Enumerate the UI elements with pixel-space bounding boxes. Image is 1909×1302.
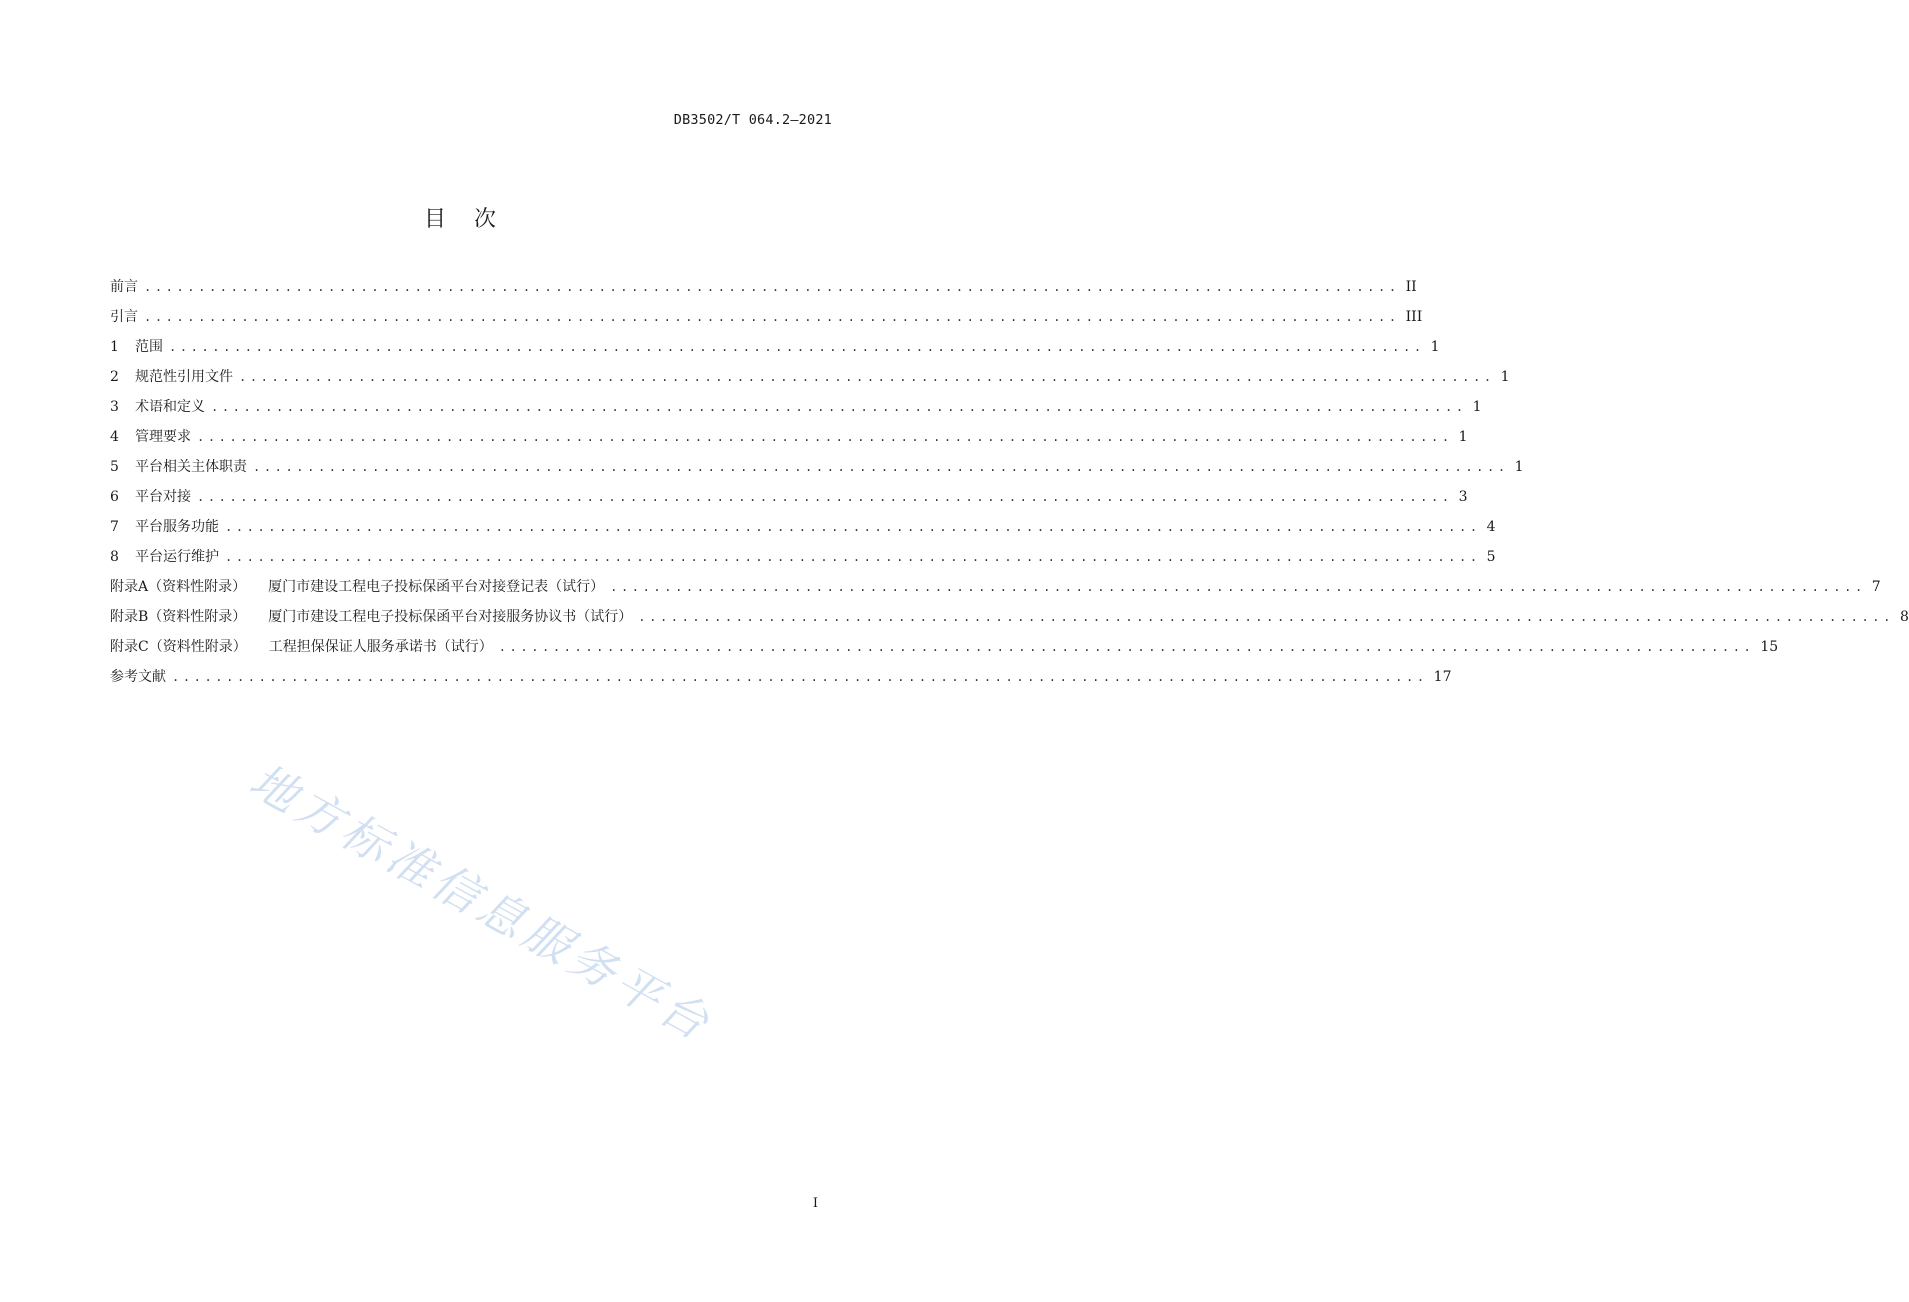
- toc-entry-page: 7: [1871, 579, 1881, 595]
- toc-entry-bibliography[interactable]: [110, 666, 1452, 696]
- toc-entry-page: III: [1405, 309, 1423, 325]
- toc-entry-number: 2: [110, 369, 119, 385]
- toc-entry-appendix-b[interactable]: [110, 606, 1909, 636]
- toc-entry-normative-references[interactable]: [110, 366, 1510, 396]
- toc-entry-page: 15: [1760, 639, 1779, 655]
- toc-leader-dots: ....................................................................................................................: [498, 640, 1755, 654]
- toc-entry-page: 17: [1433, 669, 1452, 685]
- toc-entry-label: 附录A（资料性附录）: [110, 579, 247, 595]
- toc-entry-number: 6: [110, 489, 119, 505]
- toc-entry-number: 8: [110, 549, 119, 565]
- toc-entry-page: 1: [1472, 399, 1482, 415]
- toc-entry-platform-responsibilities[interactable]: [110, 456, 1524, 486]
- toc-title-char-2: 次: [474, 207, 497, 232]
- toc-entry-page: 1: [1500, 369, 1510, 385]
- toc-entry-page: 1: [1458, 429, 1468, 445]
- toc-entry-introduction[interactable]: [110, 306, 1423, 336]
- toc-entry-number: 5: [110, 459, 119, 475]
- toc-leader-dots: ....................................................................................................................: [239, 370, 1495, 384]
- toc-entry-page: 8: [1899, 609, 1909, 625]
- toc-entry-page: 5: [1486, 549, 1496, 565]
- toc-entry-label: 平台运行维护: [135, 549, 219, 565]
- toc-leader-dots: ....................................................................................................................: [211, 400, 1467, 414]
- toc-entry-management-requirements[interactable]: [110, 426, 1468, 456]
- toc-leader-dots: ....................................................................................................................: [253, 460, 1509, 474]
- toc-leader-dots: ....................................................................................................................: [610, 580, 1866, 594]
- toc-leader-dots: ....................................................................................................................: [172, 670, 1428, 684]
- toc-entry-terms-definitions[interactable]: [110, 396, 1482, 426]
- toc-entry-subtitle: 厦门市建设工程电子投标保函平台对接服务协议书（试行）: [268, 609, 633, 625]
- toc-entry-platform-service-functions[interactable]: [110, 516, 1496, 546]
- toc-entry-label: 平台服务功能: [135, 519, 219, 535]
- toc-entry-number: 3: [110, 399, 119, 415]
- toc-leader-dots: ....................................................................................................................: [144, 280, 1400, 294]
- toc-list: [110, 276, 1909, 696]
- page-number: I: [812, 1196, 818, 1211]
- document-code: DB3502/T 064.2—2021: [673, 112, 832, 128]
- watermark-text: 地方标准信息服务平台: [241, 752, 723, 1053]
- toc-leader-dots: ....................................................................................................................: [225, 550, 1481, 564]
- toc-entry-page: 4: [1486, 519, 1496, 535]
- toc-entry-label: 前言: [110, 279, 138, 295]
- toc-entry-label: 引言: [110, 309, 138, 325]
- toc-entry-label: 参考文献: [110, 669, 166, 685]
- toc-leader-dots: ....................................................................................................................: [638, 610, 1894, 624]
- toc-entry-platform-maintenance[interactable]: [110, 546, 1496, 576]
- toc-entry-number: 1: [110, 339, 119, 355]
- toc-entry-label: 管理要求: [135, 429, 191, 445]
- toc-entry-appendix-c[interactable]: [110, 636, 1779, 666]
- toc-entry-page: II: [1405, 279, 1417, 295]
- toc-entry-platform-docking[interactable]: [110, 486, 1468, 516]
- toc-entry-label: 范围: [135, 339, 163, 355]
- toc-entry-label: 术语和定义: [135, 399, 205, 415]
- toc-entry-label: 附录C（资料性附录）: [110, 639, 247, 655]
- toc-leader-dots: ....................................................................................................................: [169, 340, 1425, 354]
- toc-leader-dots: ....................................................................................................................: [197, 490, 1453, 504]
- toc-entry-number: 7: [110, 519, 119, 535]
- toc-leader-dots: ....................................................................................................................: [197, 430, 1453, 444]
- toc-title: [0, 202, 920, 233]
- toc-entry-appendix-a[interactable]: [110, 576, 1881, 606]
- toc-leader-dots: ....................................................................................................................: [144, 310, 1400, 324]
- toc-entry-subtitle: 厦门市建设工程电子投标保函平台对接登记表（试行）: [268, 579, 605, 595]
- toc-entry-subtitle: 工程担保保证人服务承诺书（试行）: [268, 639, 493, 655]
- toc-title-char-1: 目: [423, 207, 446, 232]
- toc-entry-number: 4: [110, 429, 119, 445]
- toc-entry-label: 平台相关主体职责: [135, 459, 247, 475]
- toc-entry-page: 1: [1514, 459, 1524, 475]
- toc-entry-scope[interactable]: [110, 336, 1440, 366]
- toc-entry-label: 附录B（资料性附录）: [110, 609, 247, 625]
- toc-entry-foreword[interactable]: [110, 276, 1417, 306]
- toc-leader-dots: ....................................................................................................................: [225, 520, 1481, 534]
- toc-entry-label: 平台对接: [135, 489, 191, 505]
- toc-entry-label: 规范性引用文件: [135, 369, 233, 385]
- toc-entry-page: 3: [1458, 489, 1468, 505]
- toc-entry-page: 1: [1430, 339, 1440, 355]
